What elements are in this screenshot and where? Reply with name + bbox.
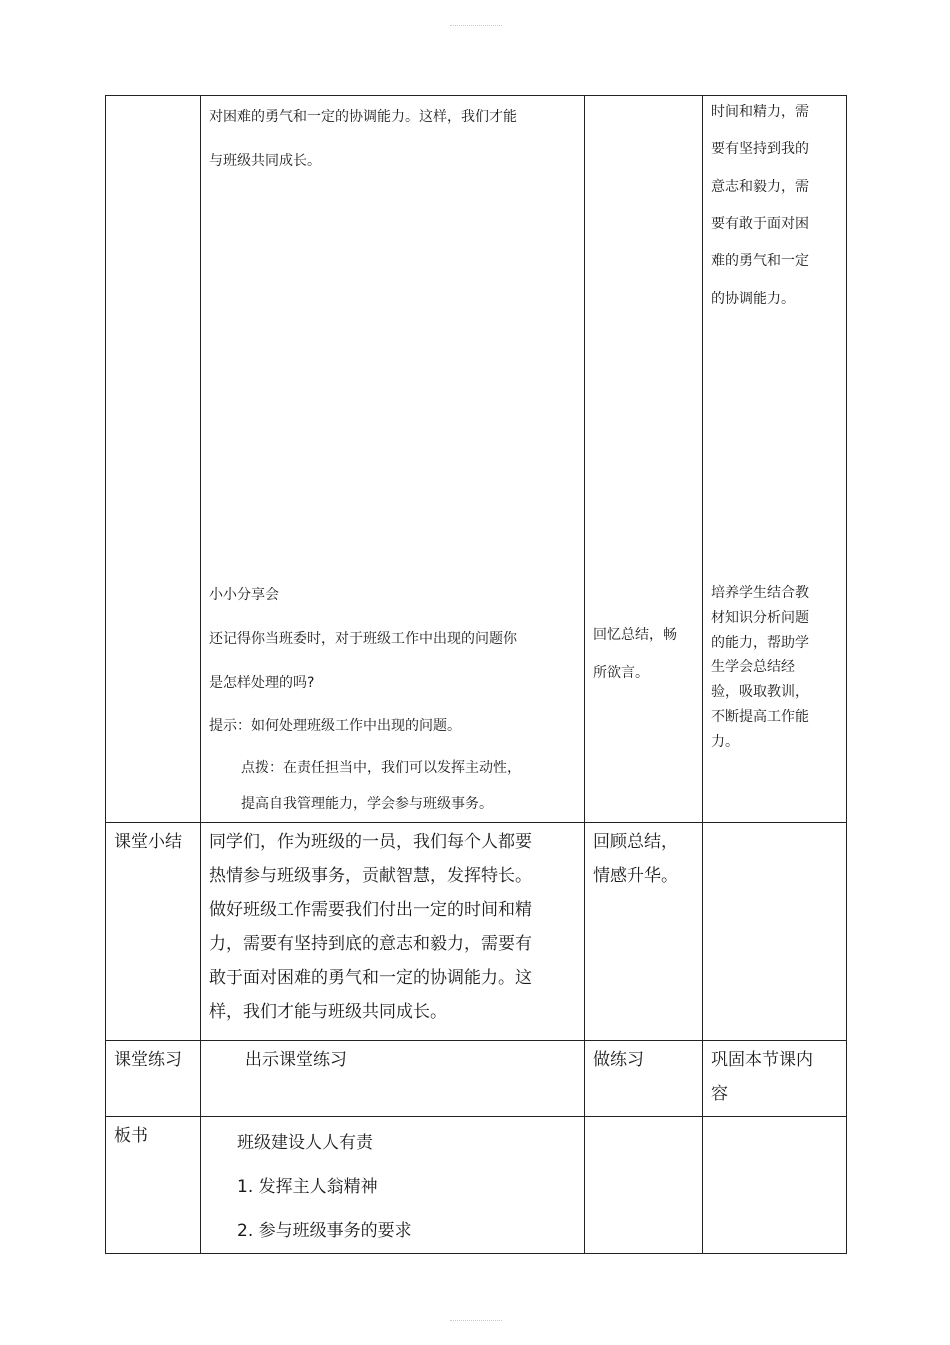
- table-row: [106, 1117, 847, 1254]
- board-content-cell: [201, 1117, 585, 1254]
- guide-line: 提高自我管理能力，学会参与班级事务。: [241, 796, 493, 812]
- summary-label: 课堂小结: [114, 832, 182, 852]
- summary-student-cell: [585, 823, 703, 1041]
- share-title: 小小分享会: [209, 587, 279, 603]
- summary-line: 热情参与班级事务，贡献智慧，发挥特长。: [209, 866, 532, 886]
- board-title: 班级建设人人有责: [237, 1133, 373, 1153]
- practice-purpose-line: 容: [711, 1084, 728, 1104]
- summary-line: 做好班级工作需要我们付出一定的时间和精: [209, 900, 532, 920]
- share-question-line: 是怎样处理的吗?: [209, 675, 315, 691]
- summary-line: 力，需要有坚持到底的意志和毅力，需要有: [209, 934, 532, 954]
- practice-student: 做练习: [593, 1050, 644, 1070]
- student-activity-line: 回忆总结，畅: [593, 627, 677, 643]
- purpose-line: 不断提高工作能: [711, 709, 809, 725]
- summary-label-cell: [106, 823, 201, 1041]
- purpose-line: 材知识分析问题: [711, 610, 809, 626]
- row1-label-cell: [106, 96, 201, 823]
- practice-label-cell: [106, 1041, 201, 1117]
- board-label-cell: [106, 1117, 201, 1254]
- purpose-line: 难的勇气和一定: [711, 253, 809, 269]
- summary-student-line: 回顾总结，: [593, 832, 678, 852]
- hint-text: 提示：如何处理班级工作中出现的问题。: [209, 718, 461, 734]
- summary-line: 样，我们才能与班级共同成长。: [209, 1002, 447, 1022]
- purpose-line: 培养学生结合教: [711, 585, 809, 601]
- row1-content-cell: [201, 96, 585, 823]
- summary-line: 敢于面对困难的勇气和一定的协调能力。这: [209, 968, 532, 988]
- board-student-cell: [585, 1117, 703, 1254]
- purpose-line: 意志和毅力，需: [711, 179, 809, 195]
- practice-student-cell: [585, 1041, 703, 1117]
- share-question-line: 还记得你当班委时，对于班级工作中出现的问题你: [209, 631, 517, 647]
- practice-purpose-line: 巩固本节课内: [711, 1050, 813, 1070]
- student-activity-line: 所欲言。: [593, 665, 649, 681]
- page-footer-dots: [450, 1320, 502, 1321]
- practice-content: 出示课堂练习: [245, 1050, 347, 1070]
- purpose-line: 要有坚持到我的: [711, 141, 809, 157]
- summary-purpose-cell: [703, 823, 847, 1041]
- summary-content-cell: [201, 823, 585, 1041]
- practice-content-cell: [201, 1041, 585, 1117]
- lesson-plan-table: [105, 95, 847, 1254]
- content-line: 与班级共同成长。: [209, 153, 321, 169]
- practice-label: 课堂练习: [114, 1050, 182, 1070]
- board-point: 2. 参与班级事务的要求: [237, 1221, 412, 1241]
- table-row: [106, 823, 847, 1041]
- board-label: 板书: [114, 1126, 148, 1146]
- purpose-line: 的能力，帮助学: [711, 635, 809, 651]
- purpose-line: 的协调能力。: [711, 291, 795, 307]
- purpose-line: 生学会总结经: [711, 659, 795, 675]
- board-point: 1. 发挥主人翁精神: [237, 1177, 378, 1197]
- table-row: [106, 96, 847, 823]
- row1-student-cell: [585, 96, 703, 823]
- purpose-line: 时间和精力，需: [711, 104, 809, 120]
- purpose-line: 要有敢于面对困: [711, 216, 809, 232]
- content-line: 对困难的勇气和一定的协调能力。这样，我们才能: [209, 109, 517, 125]
- row1-purpose-cell: [703, 96, 847, 823]
- summary-line: 同学们，作为班级的一员，我们每个人都要: [209, 832, 532, 852]
- guide-line: 点拨：在责任担当中，我们可以发挥主动性，: [241, 760, 521, 776]
- page-header-dots: [450, 25, 502, 26]
- practice-purpose-cell: [703, 1041, 847, 1117]
- board-purpose-cell: [703, 1117, 847, 1254]
- purpose-line: 验，吸取教训，: [711, 684, 809, 700]
- purpose-line: 力。: [711, 734, 739, 750]
- summary-student-line: 情感升华。: [593, 866, 678, 886]
- table-row: [106, 1041, 847, 1117]
